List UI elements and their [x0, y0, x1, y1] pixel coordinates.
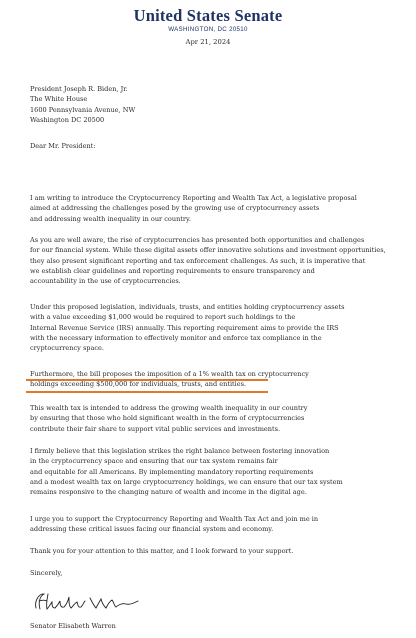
text-line: we establish clear guidelines and reporting requirements to ensure transparency and [30, 266, 315, 275]
paragraph-purpose [30, 403, 410, 434]
text-line: accountability in the use of cryptocurrencies. [30, 277, 181, 286]
text-line: Thank you for your attention to this matter, and I look forward to your support. [30, 547, 294, 555]
text-line: remains responsive to the changing nature of wealth and income in the digital age. [30, 488, 307, 497]
address-line: Washington DC 20500 [30, 115, 105, 124]
senate-city: WASHINGTON, DC 20510 [168, 26, 248, 33]
highlight-underline [26, 379, 268, 381]
text-line: As you are well aware, the rise of cryptocurrencies has presented both opportunities and challenges [30, 236, 365, 244]
text-line: and equitable for all Americans. By implementing mandatory reporting requirements [30, 467, 314, 476]
text-line: I am writing to introduce the Cryptocurrency Reporting and Wealth Tax Act, a legislative proposal [30, 194, 357, 202]
paragraph-reporting [30, 302, 410, 353]
text-line: cryptocurrency space. [30, 344, 105, 353]
signature-graphic [30, 590, 140, 614]
text-line: aimed at addressing the challenges posed by the growing use of cryptocurrency assets [30, 204, 320, 213]
text-line: contribute their fair share to support vital public services and investments. [30, 424, 281, 433]
text-line: I firmly believe that this legislation strikes the right balance between fostering innovation [30, 447, 330, 455]
closing: Sincerely, [30, 569, 63, 577]
address-line: President Joseph R. Biden, Jr. [30, 85, 128, 93]
salutation: Dear Mr. President: [30, 142, 96, 150]
letter-date: Apr 21, 2024 [185, 38, 231, 46]
text-line: I urge you to support the Cryptocurrency Reporting and Wealth Tax Act and join me in [30, 515, 319, 523]
address-line: 1600 Pennsylvania Avenue, NW [30, 105, 136, 114]
text-line: by ensuring that those who hold significant wealth in the form of cryptocurrencies [30, 414, 305, 423]
text-line: with the necessary information to effectively monitor and enforce tax compliance in the [30, 333, 322, 342]
paragraph-belief [30, 446, 410, 497]
text-line: holdings exceeding $500,000 for individuals, trusts, and entities. [30, 380, 247, 389]
paragraph-urge [30, 514, 410, 535]
text-line: This wealth tax is intended to address the growing wealth inequality in our country [30, 404, 308, 412]
text-line: and a modest wealth tax on large cryptocurrency holdings, we can ensure that our tax system [30, 477, 343, 486]
letterhead [0, 6, 416, 34]
paragraph-intro [30, 193, 410, 224]
text-line: they also present significant reporting and tax enforcement challenges. As such, it is imperative that [30, 256, 366, 265]
senate-title: United States Senate [133, 6, 283, 25]
address-line: The White House [30, 95, 88, 104]
text-line: for our financial system. While these digital assets offer innovative solutions and investment opportunities, [30, 246, 386, 255]
text-line: with a value exceeding $1,000 would be required to report such holdings to the [30, 313, 296, 322]
paragraph-context [30, 235, 410, 286]
text-line: addressing these critical issues facing our financial system and economy. [30, 525, 274, 534]
handwritten-signature [30, 590, 140, 614]
text-line: and addressing wealth inequality in our country. [30, 214, 191, 223]
paragraph-thanks [30, 546, 410, 556]
text-line: Internal Revenue Service (IRS) annually. This reporting requirement aims to provide the IRS [30, 323, 339, 332]
signature-name: Senator Elisabeth Warren [30, 622, 116, 630]
text-line: Furthermore, the bill proposes the imposition of a 1% wealth tax on cryptocurrency [30, 370, 309, 378]
highlight-underline [26, 391, 268, 393]
text-line: Under this proposed legislation, individuals, trusts, and entities holding cryptocurrency assets [30, 303, 345, 311]
text-line: in the cryptocurrency space and ensuring that our tax system remains fair [30, 457, 278, 466]
recipient-address [30, 84, 410, 125]
